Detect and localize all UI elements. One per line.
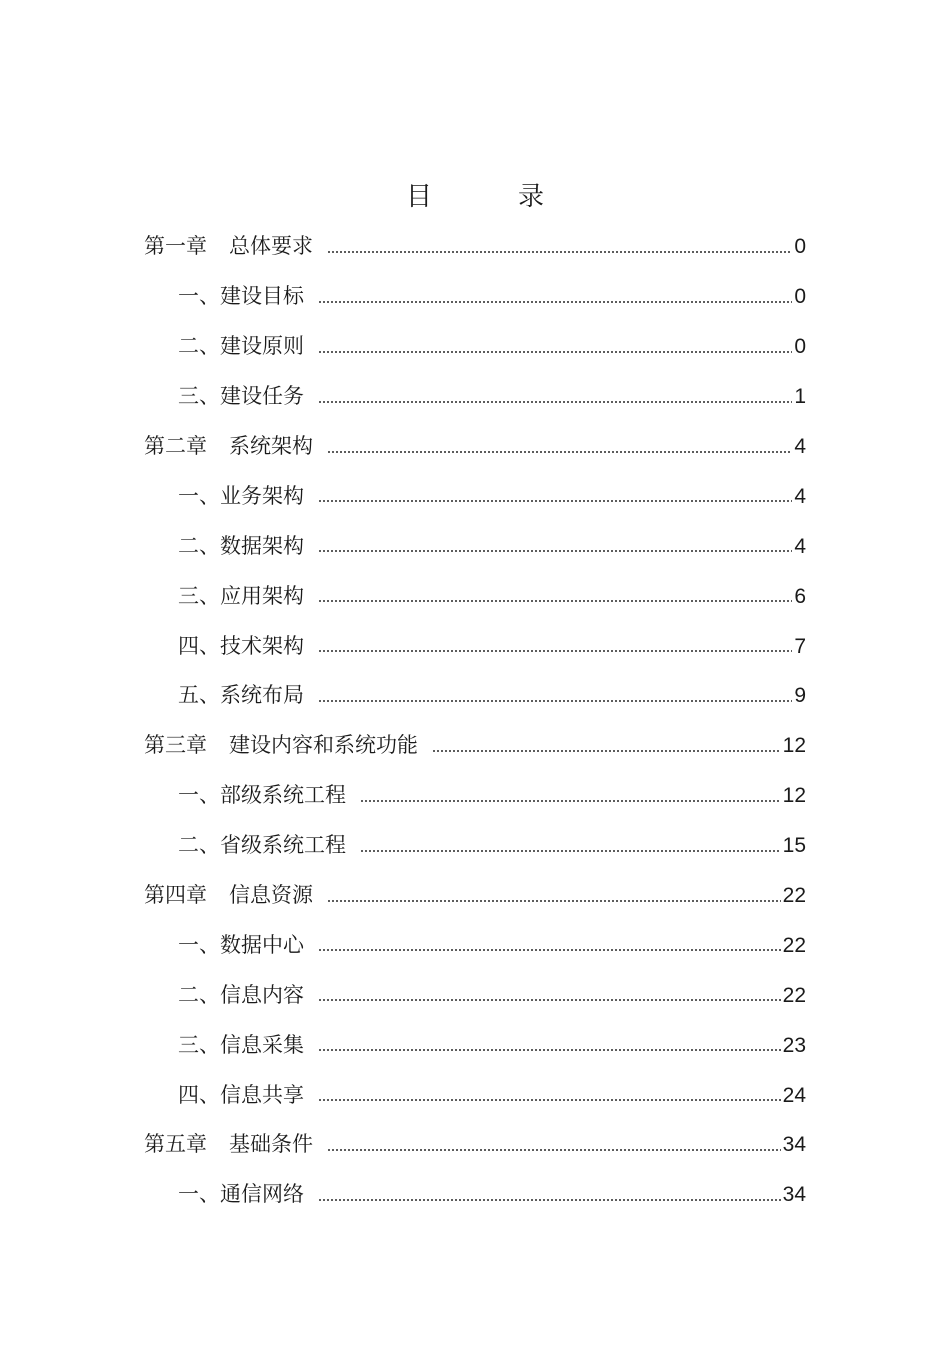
toc-entry-text: 信息共享 bbox=[220, 1082, 304, 1107]
toc-page-number: 22 bbox=[782, 933, 806, 957]
toc-entry-label bbox=[178, 633, 304, 658]
toc-chapter-entry[interactable] bbox=[144, 1120, 806, 1170]
dot-leader bbox=[327, 450, 792, 454]
toc-page-number: 0 bbox=[794, 335, 806, 359]
dot-leader bbox=[432, 749, 781, 753]
toc-section-entry[interactable] bbox=[144, 1170, 806, 1220]
toc-page-number: 9 bbox=[794, 684, 806, 708]
toc-entry-text: 信息资源 bbox=[229, 883, 313, 908]
toc-entry-prefix: 第三章 bbox=[144, 733, 207, 758]
toc-entry-label bbox=[178, 785, 346, 806]
toc-section-entry[interactable] bbox=[144, 970, 806, 1020]
toc-entry-label bbox=[144, 436, 313, 457]
toc-page-number: 6 bbox=[794, 584, 806, 608]
toc-entry-prefix: 五、 bbox=[178, 683, 220, 708]
dot-leader bbox=[327, 1148, 781, 1152]
toc-page-number: 23 bbox=[782, 1033, 806, 1057]
toc-entry-text: 建设内容和系统功能 bbox=[229, 733, 418, 758]
toc-entry-prefix: 一、 bbox=[178, 483, 220, 508]
dot-leader bbox=[318, 300, 792, 304]
toc-chapter-entry[interactable] bbox=[144, 222, 806, 272]
toc-entry-text: 建设目标 bbox=[220, 284, 304, 309]
toc-entry-text: 部级系统工程 bbox=[220, 783, 346, 808]
dot-leader bbox=[318, 1198, 781, 1202]
toc-list bbox=[144, 222, 806, 1220]
dot-leader bbox=[318, 350, 792, 354]
toc-entry-label bbox=[178, 533, 304, 558]
toc-entry-prefix: 第一章 bbox=[144, 234, 207, 259]
toc-entry-text: 省级系统工程 bbox=[220, 833, 346, 858]
toc-page-number: 15 bbox=[782, 834, 806, 858]
toc-entry-prefix: 第二章 bbox=[144, 434, 207, 458]
dot-leader bbox=[360, 849, 781, 853]
toc-entry-prefix: 四、 bbox=[178, 633, 220, 658]
toc-entry-label bbox=[144, 735, 418, 756]
toc-entry-prefix: 一、 bbox=[178, 932, 220, 957]
toc-page-number: 4 bbox=[794, 484, 806, 508]
toc-section-entry[interactable] bbox=[144, 671, 806, 721]
toc-entry-label bbox=[178, 1082, 304, 1107]
toc-entry-label bbox=[178, 685, 304, 706]
toc-entry-label bbox=[178, 1184, 304, 1205]
toc-entry-text: 信息采集 bbox=[220, 1032, 304, 1057]
toc-entry-text: 业务架构 bbox=[220, 483, 304, 508]
toc-entry-prefix: 三、 bbox=[178, 1032, 220, 1057]
toc-section-entry[interactable] bbox=[144, 521, 806, 571]
toc-entry-prefix: 三、 bbox=[178, 384, 220, 409]
toc-entry-text: 系统布局 bbox=[220, 683, 304, 708]
toc-entry-prefix: 一、 bbox=[178, 1182, 220, 1207]
toc-entry-text: 基础条件 bbox=[229, 1132, 313, 1157]
toc-title: 目 录 bbox=[405, 182, 574, 212]
toc-entry-prefix: 二、 bbox=[178, 982, 220, 1007]
toc-entry-label bbox=[178, 483, 304, 508]
toc-entry-prefix: 四、 bbox=[178, 1082, 220, 1107]
toc-page-number: 34 bbox=[782, 1183, 806, 1207]
toc-chapter-entry[interactable] bbox=[144, 721, 806, 771]
toc-entry-label bbox=[144, 236, 313, 257]
toc-section-entry[interactable] bbox=[144, 621, 806, 671]
toc-entry-prefix: 二、 bbox=[178, 334, 220, 359]
dot-leader bbox=[327, 250, 792, 254]
dot-leader bbox=[360, 799, 781, 803]
toc-entry-text: 应用架构 bbox=[220, 583, 304, 608]
toc-entry-text: 建设原则 bbox=[220, 334, 304, 359]
toc-entry-text: 通信网络 bbox=[220, 1182, 304, 1207]
toc-entry-text: 数据中心 bbox=[220, 932, 304, 957]
toc-entry-prefix: 一、 bbox=[178, 284, 220, 309]
toc-entry-label bbox=[178, 583, 304, 608]
toc-section-entry[interactable] bbox=[144, 372, 806, 422]
toc-entry-prefix: 二、 bbox=[178, 833, 220, 858]
toc-entry-prefix: 三、 bbox=[178, 583, 220, 608]
toc-page-number: 4 bbox=[794, 534, 806, 558]
toc-entry-prefix: 一、 bbox=[178, 783, 220, 808]
toc-chapter-entry[interactable] bbox=[144, 871, 806, 921]
toc-page-number: 22 bbox=[782, 884, 806, 908]
dot-leader bbox=[318, 400, 792, 404]
toc-entry-text: 信息内容 bbox=[220, 982, 304, 1007]
toc-entry-label bbox=[144, 885, 313, 906]
toc-section-entry[interactable] bbox=[144, 821, 806, 871]
dot-leader bbox=[318, 649, 792, 653]
toc-section-entry[interactable] bbox=[144, 471, 806, 521]
toc-entry-text: 技术架构 bbox=[220, 633, 304, 658]
dot-leader bbox=[318, 1048, 781, 1052]
toc-entry-text: 数据架构 bbox=[220, 533, 304, 558]
toc-entry-label bbox=[178, 982, 304, 1007]
toc-section-entry[interactable] bbox=[144, 771, 806, 821]
toc-entry-label bbox=[178, 932, 304, 957]
toc-entry-label bbox=[178, 386, 304, 407]
toc-entry-text: 建设任务 bbox=[220, 384, 304, 409]
toc-section-entry[interactable] bbox=[144, 1020, 806, 1070]
toc-page-number: 12 bbox=[782, 784, 806, 808]
dot-leader bbox=[318, 699, 792, 703]
dot-leader bbox=[318, 1098, 781, 1102]
dot-leader bbox=[318, 549, 792, 553]
toc-section-entry[interactable] bbox=[144, 920, 806, 970]
toc-entry-label bbox=[178, 336, 304, 357]
toc-page-number: 12 bbox=[782, 734, 806, 758]
toc-page-number: 0 bbox=[794, 235, 806, 259]
toc-page-number: 1 bbox=[794, 385, 806, 409]
toc-page-number: 34 bbox=[782, 1133, 806, 1157]
dot-leader bbox=[318, 599, 792, 603]
toc-page-number: 0 bbox=[794, 285, 806, 309]
dot-leader bbox=[318, 499, 792, 503]
toc-entry-prefix: 二、 bbox=[178, 533, 220, 558]
toc-entry-label bbox=[178, 1032, 304, 1057]
toc-entry-label bbox=[178, 286, 304, 307]
toc-page-number: 4 bbox=[794, 435, 806, 458]
toc-section-entry[interactable] bbox=[144, 272, 806, 322]
toc-chapter-entry[interactable] bbox=[144, 422, 806, 472]
toc-page-number: 22 bbox=[782, 983, 806, 1007]
toc-entry-label bbox=[144, 1134, 313, 1155]
toc-section-entry[interactable] bbox=[144, 571, 806, 621]
toc-entry-prefix: 第五章 bbox=[144, 1132, 207, 1157]
toc-section-entry[interactable] bbox=[144, 1070, 806, 1120]
dot-leader bbox=[318, 948, 781, 952]
dot-leader bbox=[318, 998, 781, 1002]
dot-leader bbox=[327, 899, 781, 903]
toc-entry-prefix: 第四章 bbox=[144, 883, 207, 908]
toc-entry-label bbox=[178, 835, 346, 856]
toc-section-entry[interactable] bbox=[144, 322, 806, 372]
toc-entry-text: 系统架构 bbox=[229, 434, 313, 458]
toc-entry-text: 总体要求 bbox=[229, 234, 313, 259]
toc-page-number: 24 bbox=[782, 1083, 806, 1107]
toc-page-number: 7 bbox=[794, 634, 806, 658]
